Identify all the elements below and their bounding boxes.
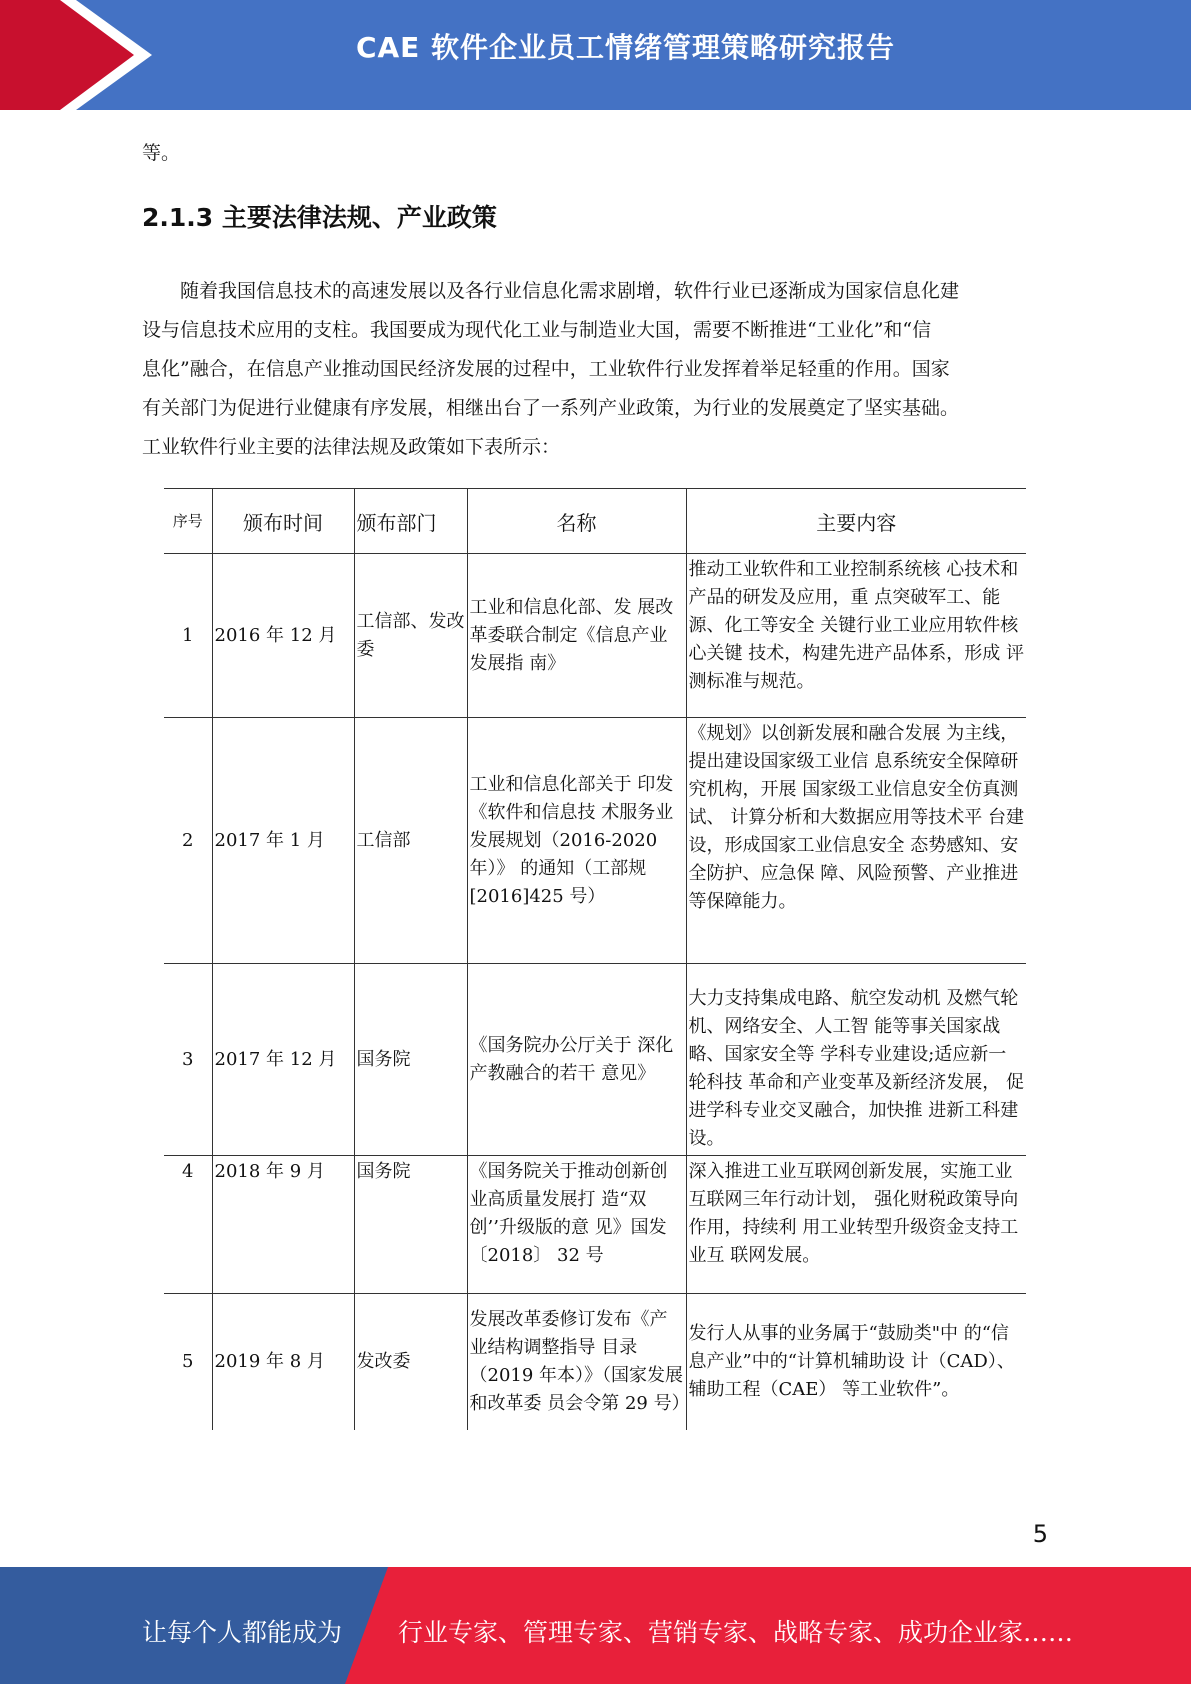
cell-no: 5 [164,1294,212,1430]
cell-name: 工业和信息化部关于 印发《软件和信息技 术服务业发展规划（2016-2020 年）》 的通知（工部规 [2016]425 号） [467,718,686,964]
cell-content: 大力支持集成电路、航空发动机 及燃气轮机、网络安全、人工智 能等事关国家战略、国家安全等 学科专业建设;适应新一轮科技 革命和产业变革及新经济发展， 促进学科专业交叉融合，加快推 进新工科建设。 [686,964,1026,1156]
paragraph-line: 有关部门为促进行业健康有序发展，相继出台了一系列产业政策，为行业的发展奠定了坚实基础。 [142,397,960,419]
cell-time: 2017 年 1 月 [212,718,354,964]
table-row [164,718,1026,964]
header-cell-name: 名称 [467,489,686,554]
previous-paragraph-tail: 等。 [142,142,181,164]
cell-dept: 工信部、发改委 [354,554,467,718]
cell-name: 发展改革委修订发布《产业结构调整指导 目录（2019 年本）》（国家发展和改革委 员会令第 29 号） [467,1294,686,1430]
cell-no: 2 [164,718,212,964]
cell-time: 2019 年 8 月 [212,1294,354,1430]
paragraph-line: 息化”融合，在信息产业推动国民经济发展的过程中，工业软件行业发挥着举足轻重的作用。国家 [142,358,950,380]
cell-no: 4 [164,1156,212,1294]
cell-dept: 工信部 [354,718,467,964]
cell-name: 工业和信息化部、发 展改革委联合制定《信息产业发展指 南》 [467,554,686,718]
header-cell-no: 序号 [164,489,212,554]
cell-content: 深入推进工业互联网创新发展，实施工业互联网三年行动计划， 强化财税政策导向作用，持续利 用工业转型升级资金支持工业互 联网发展。 [686,1156,1026,1294]
cell-time: 2017 年 12 月 [212,964,354,1156]
cell-dept: 国务院 [354,964,467,1156]
report-title: CAE 软件企业员工情绪管理策略研究报告 [355,31,896,64]
cell-time: 2018 年 9 月 [212,1156,354,1294]
cell-time: 2016 年 12 月 [212,554,354,718]
cell-content: 发行人从事的业务属于“鼓励类"中 的“信息产业”中的“计算机辅助设 计（CAD）、辅助工程（CAE） 等工业软件”。 [686,1294,1026,1430]
cell-no: 3 [164,964,212,1156]
cell-dept: 发改委 [354,1294,467,1430]
table-header-row [164,489,1026,554]
paragraph-line: 随着我国信息技术的高速发展以及各行业信息化需求剧增，软件行业已逐渐成为国家信息化建 [142,280,960,302]
paragraph-line: 设与信息技术应用的支柱。我国要成为现代化工业与制造业大国，需要不断推进“工业化”和“信 [142,319,932,341]
table-row [164,554,1026,718]
table-row [164,1294,1026,1430]
cell-no: 1 [164,554,212,718]
table-row [164,964,1026,1156]
header-cell-content: 主要内容 [686,489,1026,554]
cell-dept: 国务院 [354,1156,467,1294]
header-cell-time: 颁布时间 [212,489,354,554]
policy-table [164,488,1026,1430]
paragraph-line: 工业软件行业主要的法律法规及政策如下表所示： [142,436,561,458]
body-paragraph [142,272,1046,467]
footer-slogan-right: 行业专家、管理专家、营销专家、战略专家、成功企业家…… [398,1618,1074,1647]
cell-content: 推动工业软件和工业控制系统核 心技术和产品的研发及应用，重 点突破军工、能源、化工等安全 关键行业工业应用软件核心关键 技术，构建先进产品体系，形成 评测标准与规范。 [686,554,1026,718]
cell-content: 《规划》以创新发展和融合发展 为主线，提出建设国家级工业信 息系统安全保障研究机构，开展 国家级工业信息安全仿真测试、 计算分析和大数据应用等技术平 台建设，形成国家工业信息安全 态势感知、安全防护、应急保 障、风险预警、产业推进等保障能力。 [686,718,1026,964]
footer-slogan-left: 让每个人都能成为 [142,1618,343,1647]
table-row [164,1156,1026,1294]
cell-name: 《国务院办公厅关于 深化产教融合的若干 意见》 [467,964,686,1156]
page-number: 5 [1032,1520,1048,1548]
section-heading: 2.1.3 主要法律法规、产业政策 [142,203,497,232]
header-cell-dept: 颁布部门 [354,489,467,554]
cell-name: 《国务院关于推动创新创业高质量发展打 造“双创’’升级版的意 见》国发〔2018〕 32 号 [467,1156,686,1294]
